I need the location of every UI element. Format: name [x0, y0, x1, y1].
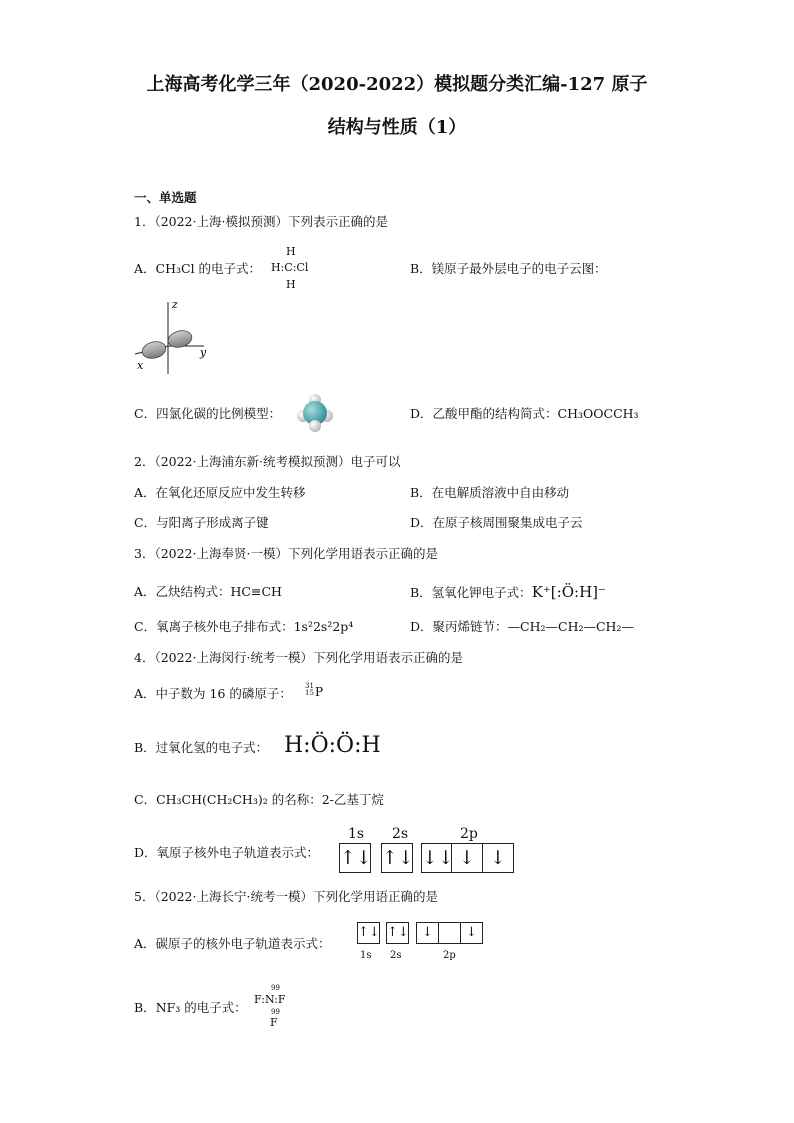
- q4-option-d: D．氧原子核外电子轨道表示式：: [134, 845, 320, 860]
- q5-b-dots-bottom: 99: [271, 1008, 280, 1016]
- q5-b-electron-formula: F:N:F: [254, 993, 286, 1006]
- q4-option-c: [134, 792, 384, 808]
- q2-option-d: D．在原子核周围聚集成电子云: [410, 515, 583, 530]
- q1-option-b: B．镁原子最外层电子的电子云图：: [410, 261, 607, 276]
- q4-orbital-1s-box: ↑↓: [339, 843, 371, 873]
- q3-b-formula: K⁺[:Ö:H]⁻: [531, 583, 606, 601]
- q5-orbital-1s-box: ↑↓: [357, 922, 380, 944]
- q5-b-formula: NF₃: [155, 1000, 181, 1015]
- document-title-line1: 上海高考化学三年（2020-2022）模拟题分类汇编-127 原子: [146, 74, 648, 95]
- q4-orbital-2p-box-2: ↓: [451, 843, 483, 873]
- q5-option-a: A．碳原子的核外电子轨道表示式：: [134, 936, 331, 951]
- axis-label-z: z: [172, 298, 178, 311]
- q1-d-text: D．乙酸甲酯的结构简式：: [410, 406, 558, 421]
- q1-a-dot-formula: H:C:Cl: [271, 261, 309, 274]
- q4-orbital-label-1s: 1s: [348, 826, 365, 842]
- q5-orbital-2p-box-3: ↓: [460, 922, 483, 944]
- q5-orbital-2p-box-1: ↓: [416, 922, 439, 944]
- question-1-stem: 1．（2022·上海·模拟预测）下列表示正确的是: [134, 214, 388, 229]
- document-title-line2: 结构与性质（1）: [327, 117, 467, 138]
- axis-label-y: y: [200, 346, 207, 359]
- q1-a-h-top: H: [286, 245, 296, 258]
- q4-c-formula: CH₃CH(CH₂CH₃)₂: [156, 792, 268, 807]
- question-3-stem: 3．（2022·上海奉贤·一模）下列化学用语表示正确的是: [134, 546, 438, 561]
- q4-a-mass-number: 31: [305, 682, 314, 690]
- axis-label-x: x: [137, 359, 144, 372]
- q4-option-b: B．过氧化氢的电子式：: [134, 740, 269, 755]
- q5-b-dots-top: 99: [271, 984, 280, 992]
- q3-option-b: [410, 584, 606, 601]
- question-4-stem: 4．（2022·上海闵行·统考一模）下列化学用语表示正确的是: [134, 650, 463, 665]
- q2-option-b: B．在电解质溶液中自由移动: [410, 485, 570, 500]
- q5-orbital-label-2p: 2p: [443, 950, 456, 961]
- q1-option-c: C．四氯化碳的比例模型：: [134, 406, 282, 421]
- q4-orbital-2p-box-1: ↓↓: [421, 843, 452, 873]
- q5-orbital-2s-box: ↑↓: [386, 922, 409, 944]
- question-5-stem: 5．（2022·上海长宁·统考一模）下列化学用语正确的是: [134, 889, 438, 904]
- q1-option-a: [134, 261, 261, 277]
- q3-c-formula: 1s²2s²2p⁴: [293, 619, 354, 634]
- q4-orbital-2p-box-3: ↓: [482, 843, 514, 873]
- section-heading: 一、单选题: [134, 190, 197, 205]
- q4-orbital-label-2s: 2s: [392, 826, 409, 842]
- q5-orbital-label-2s: 2s: [390, 950, 402, 961]
- orbital-lobe-left: [140, 339, 167, 360]
- q5-orbital-label-1s: 1s: [360, 950, 372, 961]
- q4-option-a: A．中子数为 16 的磷原子：: [134, 686, 292, 701]
- q3-b-text: B．氢氧化钾电子式：: [410, 585, 532, 600]
- q3-option-d: D．聚丙烯链节：—CH₂—CH₂—CH₂—: [410, 619, 634, 634]
- q4-orbital-label-2p: 2p: [460, 826, 478, 842]
- q5-b-label: B．: [134, 1000, 156, 1015]
- question-2-stem: 2．（2022·上海浦东新·统考模拟预测）电子可以: [134, 454, 401, 469]
- q5-orbital-2p-box-2: [438, 922, 461, 944]
- q1-a-h-bottom: H: [286, 278, 296, 291]
- q5-b-f-bottom: F: [270, 1016, 278, 1029]
- q4-a-nuclide: [305, 683, 314, 697]
- q5-b-text: 的电子式：: [180, 1000, 247, 1015]
- q3-c-text: C．氧离子核外电子排布式：: [134, 619, 294, 634]
- q2-option-c: C．与阳离子形成离子键: [134, 515, 269, 530]
- electron-cloud-diagram: [132, 296, 212, 374]
- q1-a-text: 的电子式：: [194, 261, 262, 276]
- q3-option-c: [134, 619, 353, 635]
- q2-option-a: A．在氧化还原反应中发生转移: [134, 485, 306, 500]
- q1-option-d: [410, 406, 639, 422]
- q3-option-a: A．乙炔结构式：HC≡CH: [134, 584, 282, 599]
- q4-orbital-2s-box: ↑↓: [381, 843, 413, 873]
- q4-a-symbol: P: [315, 685, 324, 699]
- ccl4-space-filling-model: [297, 394, 333, 432]
- q5-option-b: [134, 1000, 247, 1016]
- q1-a-label: A．: [134, 261, 156, 276]
- q1-d-formula: CH₃OOCCH₃: [557, 406, 639, 421]
- q1-a-formula: CH₃Cl: [155, 261, 195, 276]
- q4-a-atomic-number: 15: [305, 689, 314, 697]
- q4-c-label: C．: [134, 792, 157, 807]
- q4-b-electron-formula: H:Ö:Ö:H: [284, 733, 381, 758]
- q4-c-name: 的名称：2-乙基丁烷: [267, 792, 384, 807]
- q1-a-c-cl: :C:Cl: [280, 261, 309, 274]
